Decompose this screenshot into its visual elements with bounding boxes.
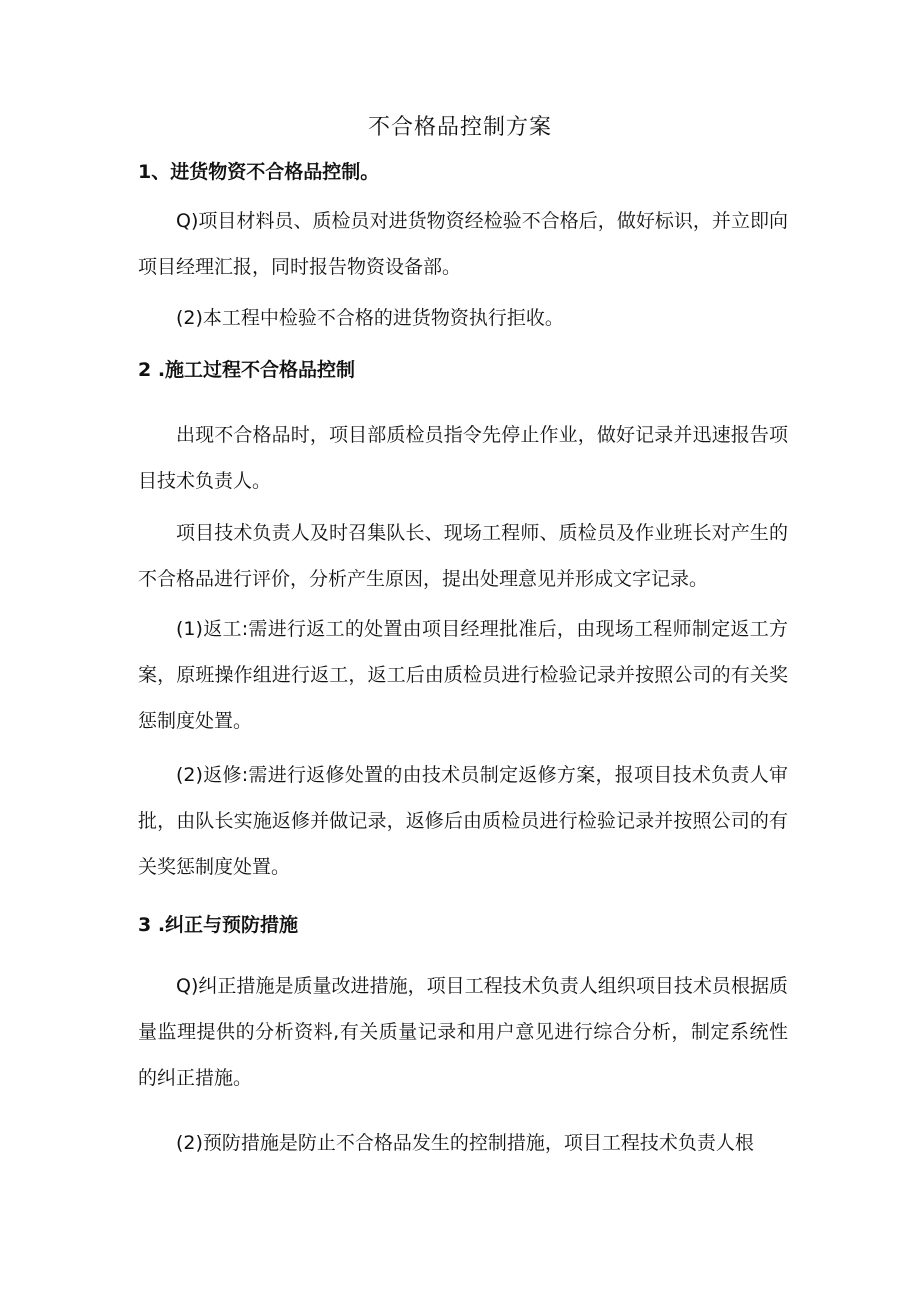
section-1-paragraph-1: Q)项目材料员、质检员对进货物资经检验不合格后，做好标识，并立即向项目经理汇报，同时报告物资设备部。 — [138, 210, 788, 278]
section-heading-1: 1、进货物资不合格品控制。 — [138, 161, 380, 183]
section-3-paragraph-2: (2)预防措施是防止不合格品发生的控制措施，项目工程技术负责人根 — [176, 1132, 754, 1154]
section-1-paragraph-2: (2)本工程中检验不合格的进货物资执行拒收。 — [176, 307, 564, 329]
section-2-paragraph-4: (2)返修:需进行返修处置的由技术员制定返修方案，报项目技术负责人审批，由队长实施返修并做记录，返修后由质检员进行检验记录并按照公司的有关奖惩制度处置。 — [138, 764, 788, 878]
section-3-paragraph-1: Q)纠正措施是质量改进措施，项目工程技术负责人组织项目技术员根据质量监理提供的分析资料,有关质量记录和用户意见进行综合分析，制定系统性的纠正措施。 — [138, 975, 788, 1089]
section-heading-3: 3 .纠正与预防措施 — [138, 914, 299, 936]
section-2-paragraph-1: 出现不合格品时，项目部质检员指令先停止作业，做好记录并迅速报告项目技术负责人。 — [138, 424, 788, 492]
section-heading-2: 2 .施工过程不合格品控制 — [138, 359, 356, 381]
section-2-paragraph-2: 项目技术负责人及时召集队长、现场工程师、质检员及作业班长对产生的不合格品进行评价，分析产生原因，提出处理意见并形成文字记录。 — [138, 522, 788, 590]
section-2-paragraph-3: (1)返工:需进行返工的处置由项目经理批准后，由现场工程师制定返工方案，原班操作组进行返工，返工后由质检员进行检验记录并按照公司的有关奖惩制度处置。 — [138, 618, 788, 732]
document-title: 不合格品控制方案 — [367, 115, 552, 140]
